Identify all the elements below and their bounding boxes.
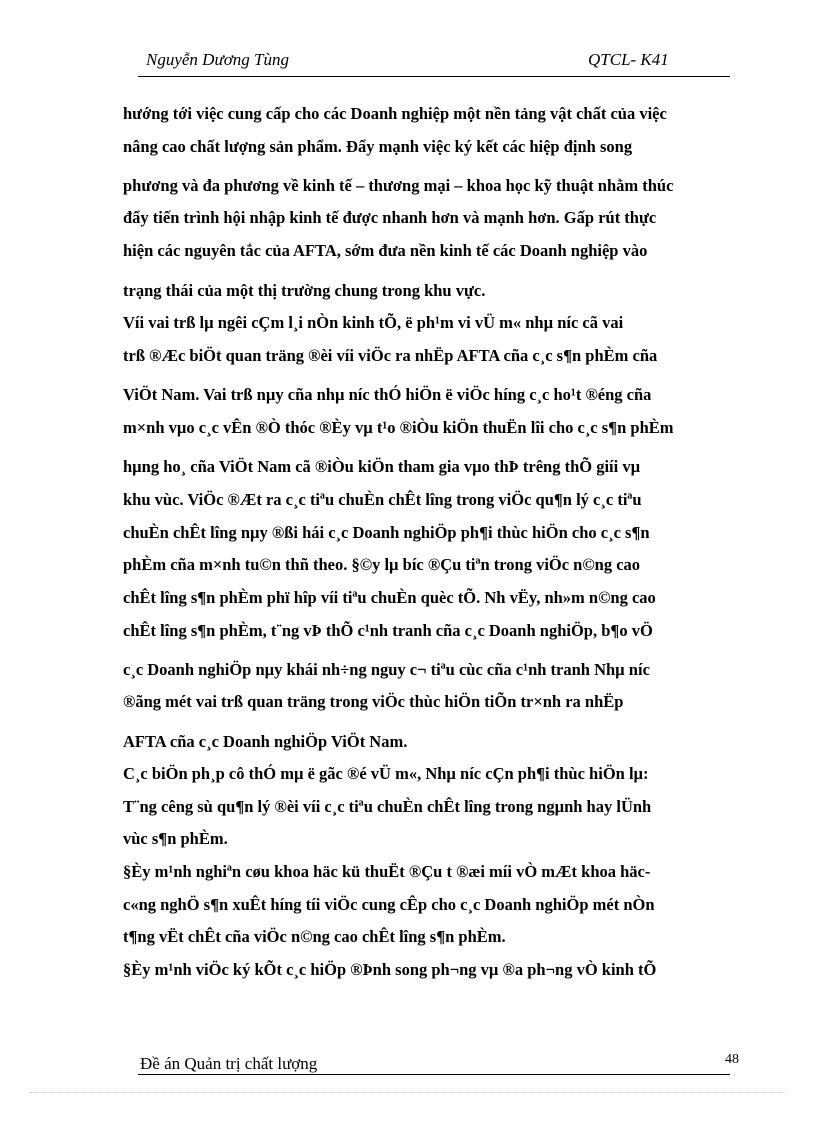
text-line: t¶ng vËt chÊt cña viÖc n©ng cao chÊt lîng s¶n phÈm.	[123, 927, 506, 946]
text-line: AFTA cña c¸c Doanh nghiÖp ViÖt Nam.	[123, 732, 408, 751]
text-line: Víi vai trß lµ ngêi cÇm l¸i nÒn kinh tÕ, ë ph¹m vi vÜ m« nhµ níc cã vai	[123, 313, 624, 332]
header-course-code: QTCL- K41	[588, 50, 669, 69]
page-bottom-divider	[30, 1092, 786, 1093]
text-line: ®ãng mét vai trß quan träng trong viÖc thùc hiÖn tiÕn tr×nh ra nhËp	[123, 692, 624, 711]
text-line: trạng thái của một thị trường chung trong khu vực.	[123, 281, 486, 300]
text-line: m×nh vµo c¸c vÊn ®Ò thóc ®Èy vµ t¹o ®iÒu kiÖn thuËn lîi cho c¸c s¶n phÈm	[123, 418, 674, 437]
text-line: T¨ng cêng sù qu¶n lý ®èi víi c¸c tiªu chuÈn chÊt lîng trong ngµnh hay lÜnh	[123, 797, 652, 816]
text-line: §Èy m¹nh nghiªn cøu khoa häc kü thuËt ®Çu t ®æi míi vÒ mÆt khoa häc-	[123, 862, 651, 881]
text-line: phương và đa phương về kinh tế – thương mại – khoa học kỹ thuật nhằm thúc	[123, 176, 674, 195]
text-line: C¸c biÖn ph¸p cô thÓ mµ ë gãc ®é vÜ m«, Nhµ níc cÇn ph¶i thùc hiÖn lµ:	[123, 764, 649, 783]
text-line: chÊt lîng s¶n phÈm, t¨ng vÞ thÕ c¹nh tranh cña c¸c Doanh nghiÖp, b¶o vÖ	[123, 621, 653, 640]
text-line: hiện các nguyên tắc của AFTA, sớm đưa nền kinh tế các Doanh nghiệp vào	[123, 241, 648, 260]
text-line: ViÖt Nam. Vai trß nµy cña nhµ níc thÓ hiÖn ë viÖc híng c¸c ho¹t ®éng cña	[123, 385, 652, 404]
text-line: c¸c Doanh nghiÖp nµy khái nh÷ng nguy c¬ tiªu cùc cña c¹nh tranh Nhµ níc	[123, 660, 650, 679]
text-line: nâng cao chất lượng sản phẩm. Đẩy mạnh việc ký kết các hiệp định song	[123, 137, 633, 156]
text-line: trß ®Æc biÖt quan träng ®èi víi viÖc ra nhËp AFTA cña c¸c s¶n phÈm cña	[123, 346, 658, 365]
text-line: hướng tới việc cung cấp cho các Doanh nghiệp một nền tảng vật chất của việc	[123, 104, 667, 123]
text-line: c«ng nghÖ s¶n xuÊt híng tíi viÖc cung cÊp cho c¸c Doanh nghiÖp mét nÒn	[123, 895, 655, 914]
text-line: khu vùc. ViÖc ®Æt ra c¸c tiªu chuÈn chÊt lîng trong viÖc qu¶n lý c¸c tiªu	[123, 490, 642, 509]
page-header	[138, 48, 730, 77]
header-author: Nguyễn Dương Tùng	[146, 50, 290, 69]
page-number: 48	[725, 1052, 739, 1067]
text-line: chÊt lîng s¶n phÈm phï hîp víi tiªu chuÈn quèc tÕ. Nh vËy, nh»m n©ng cao	[123, 588, 656, 607]
text-line: hµng ho¸ cña ViÖt Nam cã ®iÒu kiÖn tham gia vµo thÞ trêng thÕ giíi vµ	[123, 457, 641, 476]
text-line: phÈm cña m×nh tu©n thñ theo. §©y lµ bíc ®Çu tiªn trong viÖc n©ng cao	[123, 555, 641, 574]
page-footer	[138, 1052, 730, 1075]
text-line: vùc s¶n phÈm.	[123, 829, 228, 848]
footer-title: Đề án Quản trị chất lượng	[140, 1054, 318, 1073]
text-line: chuÈn chÊt lîng nµy ®ßi hái c¸c Doanh nghiÖp ph¶i thùc hiÖn cho c¸c s¶n	[123, 523, 650, 542]
text-line: §Èy m¹nh viÖc ký kÕt c¸c hiÖp ®Þnh song ph¬ng vµ ®a ph¬ng vÒ kinh tÕ	[123, 960, 657, 979]
text-line: đẩy tiến trình hội nhập kinh tế được nhanh hơn và mạnh hơn. Gấp rút thực	[123, 208, 657, 227]
